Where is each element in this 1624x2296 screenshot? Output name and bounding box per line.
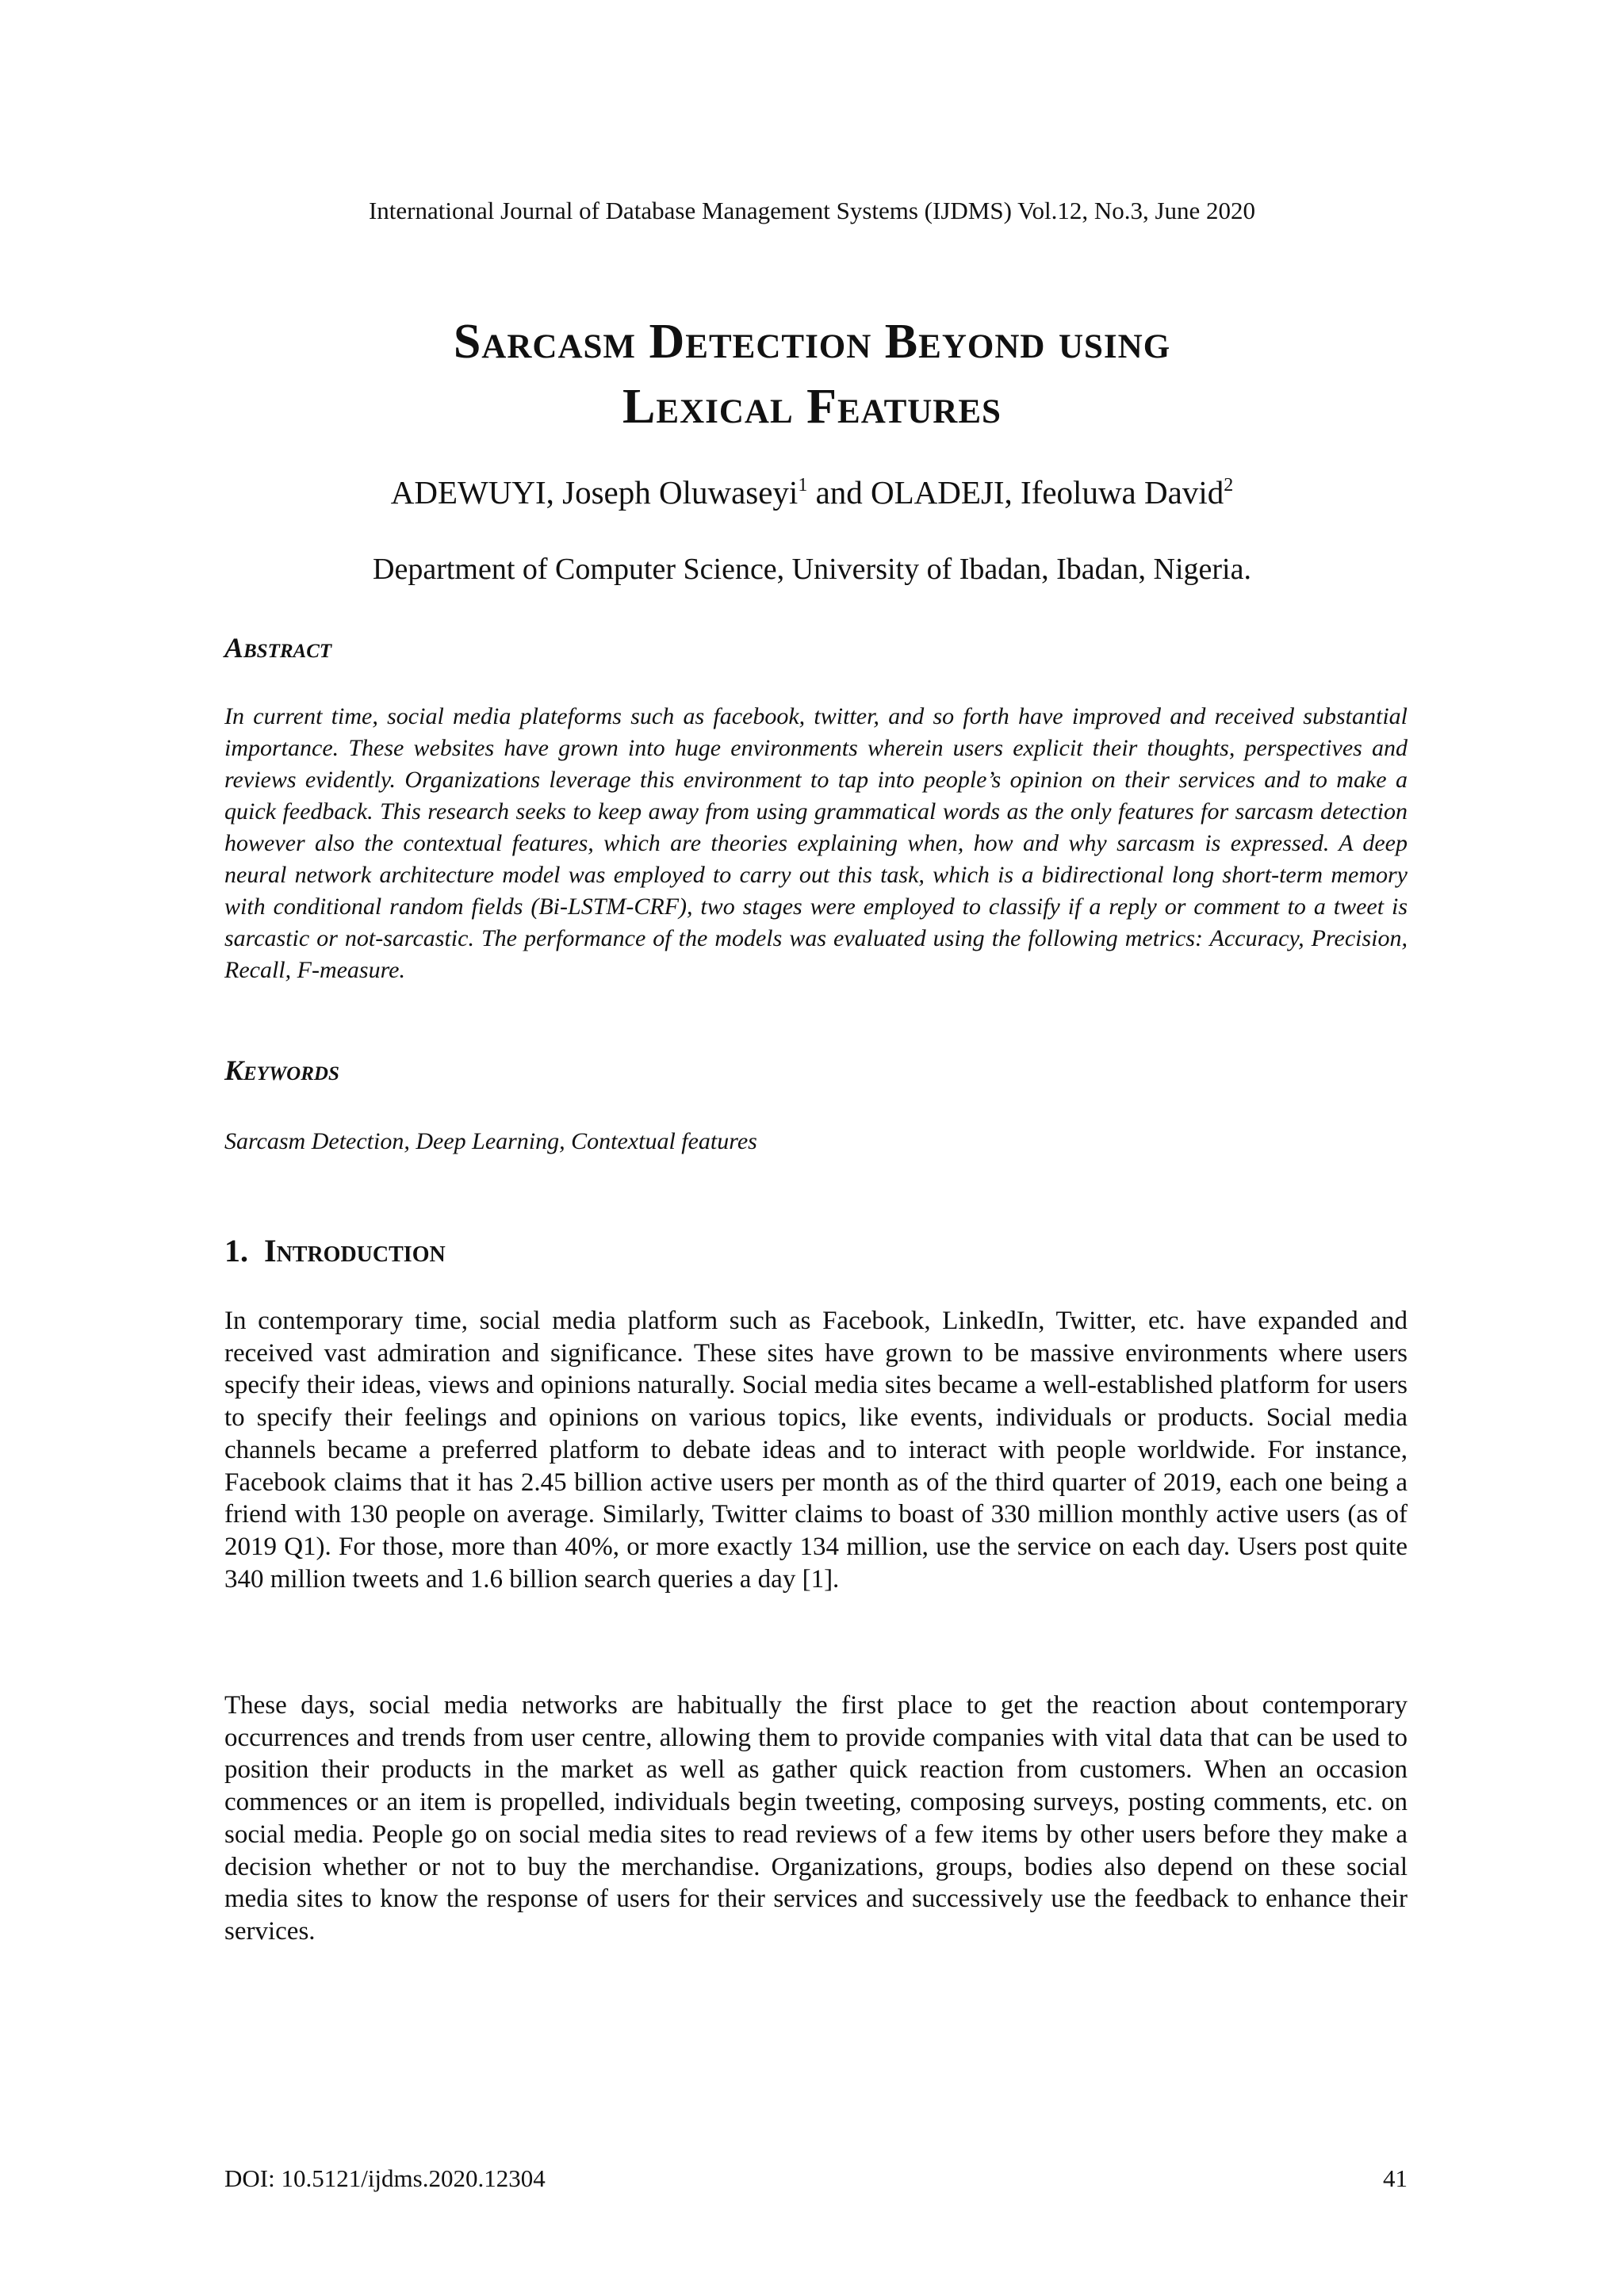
author-affiliation: Department of Computer Science, University of Ibadan, Ibadan, Nigeria. [373,553,1251,586]
intro-paragraph-1: In contemporary time, social media platform such as Facebook, LinkedIn, Twitter, etc. have expanded and received vast admiration and significance. These sites have grown to be massive environments where users specify their ideas, views and opinions naturally. Social media sites became a well-established platform for users to specify their feelings and opinions on various topics, like events, individuals or products. Social media channels became a preferred platform to debate ideas and to interact with people worldwide. For instance, Facebook claims that it has 2.45 billion active users per month as of the third quarter of 2019, each one being a friend with 130 people on average. Similarly, Twitter claims to boast of 330 million monthly active users (as of 2019 Q1). For those, more than 40%, or more exactly 134 million, use the service on each day. Users post quite 340 million tweets and 1.6 billion search queries a day [1]. [224,1307,1408,1594]
author-conjunction: and [807,474,871,511]
page-footer [224,2163,1408,2195]
intro-paragraph-2: These days, social media networks are habitually the first place to get the reaction about contemporary occurrences and trends from user centre, allowing them to provide companies with vital data that can be used to position their products in the market as well as gather quick reaction from customers. When an occasion commences or an item is propelled, individuals begin tweeting, composing surveys, posting comments, etc. on social media. People go on social media sites to read reviews of a few items by other users before they make a decision whether or not to buy the merchandise. Organizations, groups, bodies also depend on these social media sites to know the response of users for their services and successively use the feedback to enhance their services. [224,1691,1408,1946]
introduction-heading [224,1231,446,1271]
abstract-heading: Abstract [224,632,332,664]
author-2-name: OLADEJI, Ifeoluwa David [871,474,1224,511]
section-title: Introduction [264,1233,446,1269]
author-1-affiliation-mark: 1 [798,475,808,496]
author-2-affiliation-mark: 2 [1224,475,1234,496]
page-number: 41 [1383,2164,1408,2192]
running-head: International Journal of Database Management Systems (IJDMS) Vol.12, No.3, June 2020 [368,197,1256,224]
title-line-1: Sarcasm Detection Beyond using [453,315,1171,369]
doi-text: DOI: 10.5121/ijdms.2020.12304 [224,2164,546,2192]
title-line-2: Lexical Features [622,380,1002,434]
abstract-text: In current time, social media plateforms such as facebook, twitter, and so forth have improved and received substantial importance. These websites have grown into huge environments wherein users explicit their thoughts, perspectives and reviews evidently. Organizations leverage this environment to tap into people’s opinion on their services and to make a quick feedback. This research seeks to keep away from using grammatical words as the only features for sarcasm detection however also the contextual features, which are theories explaining when, how and why sarcasm is expressed. A deep neural network architecture model was employed to carry out this task, which is a bidirectional long short-term memory with conditional random fields (Bi-LSTM-CRF), two stages were employed to classify if a reply or comment to a tweet is sarcastic or not-sarcastic. The performance of the models was evaluated using the following metrics: Accuracy, Precision, Recall, F-measure. [224,703,1408,983]
author-list [0,473,1624,512]
section-number: 1. [224,1233,248,1269]
paper-title [0,309,1624,439]
keywords-text: Sarcasm Detection, Deep Learning, Contextual features [224,1128,757,1154]
author-1-name: ADEWUYI, Joseph Oluwaseyi [390,474,799,511]
keywords-heading: Keywords [224,1054,339,1086]
